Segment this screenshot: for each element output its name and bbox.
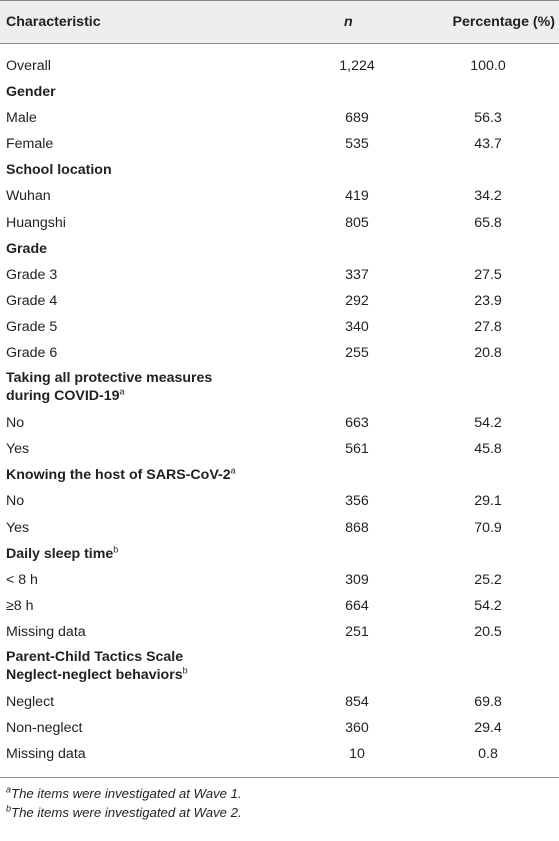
footnote-marker: b <box>113 543 119 554</box>
footnote-marker: a <box>230 465 236 476</box>
cell-percentage: 54.2 <box>474 597 502 614</box>
category-label <box>6 543 119 562</box>
table-row <box>0 742 559 768</box>
row-label <box>6 624 86 640</box>
footnote-mark: a <box>6 784 12 795</box>
table-row <box>0 568 559 594</box>
table-row <box>0 54 559 80</box>
cell-percentage: 54.2 <box>474 415 502 432</box>
row-label <box>6 267 57 283</box>
cell-n: 360 <box>345 720 369 737</box>
label-text-line2: during COVID-19 <box>6 388 120 405</box>
cell-n: 689 <box>345 110 369 127</box>
row-label <box>6 746 86 762</box>
table-row <box>0 106 559 132</box>
header-percentage: Percentage (%) <box>452 14 555 30</box>
table-row <box>0 132 559 158</box>
cell-percentage: 27.8 <box>474 318 502 335</box>
table-row <box>0 411 559 437</box>
cell-percentage: 65.8 <box>474 214 502 231</box>
cell-percentage: 25.2 <box>474 571 502 588</box>
category-label <box>6 84 56 100</box>
table-row <box>0 263 559 289</box>
table-footnotes <box>0 778 559 822</box>
cell-percentage: 20.5 <box>474 623 502 640</box>
cell-n: 309 <box>345 571 369 588</box>
header-characteristic: Characteristic <box>6 14 101 30</box>
cell-n: 255 <box>345 345 369 362</box>
row-label <box>6 720 83 736</box>
header-n: n <box>344 14 353 30</box>
cell-percentage: 20.8 <box>474 345 502 362</box>
cell-n: 419 <box>345 188 369 205</box>
cell-n: 805 <box>345 214 369 231</box>
cell-percentage: 27.5 <box>474 266 502 283</box>
label-text: Grade 3 <box>6 266 58 283</box>
cell-n: 356 <box>345 493 369 510</box>
cell-n: 868 <box>345 519 369 536</box>
label-text: < 8 h <box>6 571 38 588</box>
row-label <box>6 319 57 335</box>
table-row <box>0 516 559 542</box>
table-row <box>0 594 559 620</box>
cell-n: 340 <box>345 318 369 335</box>
category-row <box>0 367 559 411</box>
cell-n: 854 <box>345 693 369 710</box>
cell-percentage: 0.8 <box>478 746 498 763</box>
label-text: Huangshi <box>6 214 66 231</box>
category-label <box>6 648 188 684</box>
label-text: Grade 4 <box>6 292 58 309</box>
category-label <box>6 241 47 257</box>
table-row <box>0 315 559 341</box>
label-text: Knowing the host of SARS-CoV-2 <box>6 467 231 484</box>
table-row <box>0 184 559 210</box>
footnote <box>6 784 553 803</box>
row-label <box>6 415 24 431</box>
label-text-line2: Neglect-neglect behaviors <box>6 666 183 683</box>
row-label <box>6 215 66 231</box>
row-label <box>6 493 24 509</box>
table-row <box>0 690 559 716</box>
row-label <box>6 110 37 126</box>
label-text: Male <box>6 110 37 127</box>
label-text: Gender <box>6 84 56 101</box>
cell-n: 10 <box>349 746 365 763</box>
label-text: Grade 5 <box>6 318 58 335</box>
label-text: Yes <box>6 519 30 536</box>
category-label <box>6 467 236 483</box>
cell-percentage: 29.1 <box>474 493 502 510</box>
table-row <box>0 211 559 237</box>
label-text: No <box>6 415 25 432</box>
label-text: Wuhan <box>6 188 51 205</box>
row-label <box>6 694 54 710</box>
category-row <box>0 80 559 106</box>
cell-percentage: 70.9 <box>474 519 502 536</box>
cell-percentage: 34.2 <box>474 188 502 205</box>
footnote-text: The items were investigated at Wave 1. <box>11 786 242 802</box>
cell-n: 561 <box>345 441 369 458</box>
row-label <box>6 598 34 614</box>
category-row <box>0 646 559 690</box>
row-label <box>6 572 38 588</box>
row-label <box>6 441 29 457</box>
table-row <box>0 489 559 515</box>
cell-n: 664 <box>345 597 369 614</box>
label-text: Neglect <box>6 693 55 710</box>
row-label <box>6 293 57 309</box>
cell-n: 1,224 <box>339 58 375 74</box>
table-header <box>0 0 559 44</box>
label-text: Grade <box>6 240 48 257</box>
cell-percentage: 69.8 <box>474 693 502 710</box>
cell-n: 337 <box>345 266 369 283</box>
cell-n: 663 <box>345 415 369 432</box>
row-label <box>6 520 29 536</box>
table-row <box>0 341 559 367</box>
cell-percentage: 23.9 <box>474 292 502 309</box>
label-text: Female <box>6 136 54 153</box>
table-body <box>0 44 559 768</box>
category-row <box>0 158 559 184</box>
cell-n: 292 <box>345 292 369 309</box>
cell-n: 251 <box>345 623 369 640</box>
category-label <box>6 369 212 405</box>
label-text: Parent-Child Tactics Scale <box>6 648 184 665</box>
category-row <box>0 463 559 489</box>
row-label <box>6 345 57 361</box>
label-text: Overall <box>6 58 51 74</box>
label-text: No <box>6 493 25 510</box>
label-text: School location <box>6 162 112 179</box>
category-row <box>0 237 559 263</box>
footnote-mark: b <box>6 803 12 814</box>
table-row <box>0 620 559 646</box>
cell-percentage: 43.7 <box>474 136 502 153</box>
cell-n: 535 <box>345 136 369 153</box>
label-text: Taking all protective measures <box>6 370 213 387</box>
cell-percentage: 56.3 <box>474 110 502 127</box>
table-row <box>0 716 559 742</box>
table-row <box>0 289 559 315</box>
label-text: Grade 6 <box>6 345 58 362</box>
footnote-marker: a <box>119 386 125 397</box>
row-label <box>6 188 51 204</box>
table-row <box>0 437 559 463</box>
footnote-marker: b <box>182 665 188 676</box>
label-text: Daily sleep time <box>6 545 114 562</box>
label-text: Yes <box>6 441 30 458</box>
cell-percentage: 45.8 <box>474 441 502 458</box>
label-text: Missing data <box>6 623 86 640</box>
category-label <box>6 162 112 178</box>
footnote <box>6 803 553 822</box>
row-label <box>6 136 53 152</box>
label-text: Non-neglect <box>6 720 83 737</box>
cell-percentage: 29.4 <box>474 720 502 737</box>
cell-percentage: 100.0 <box>470 58 506 74</box>
label-text: ≥8 h <box>6 597 34 614</box>
category-row <box>0 542 559 568</box>
footnote-text: The items were investigated at Wave 2. <box>11 805 242 821</box>
row-label <box>6 58 51 74</box>
label-text: Missing data <box>6 746 86 763</box>
